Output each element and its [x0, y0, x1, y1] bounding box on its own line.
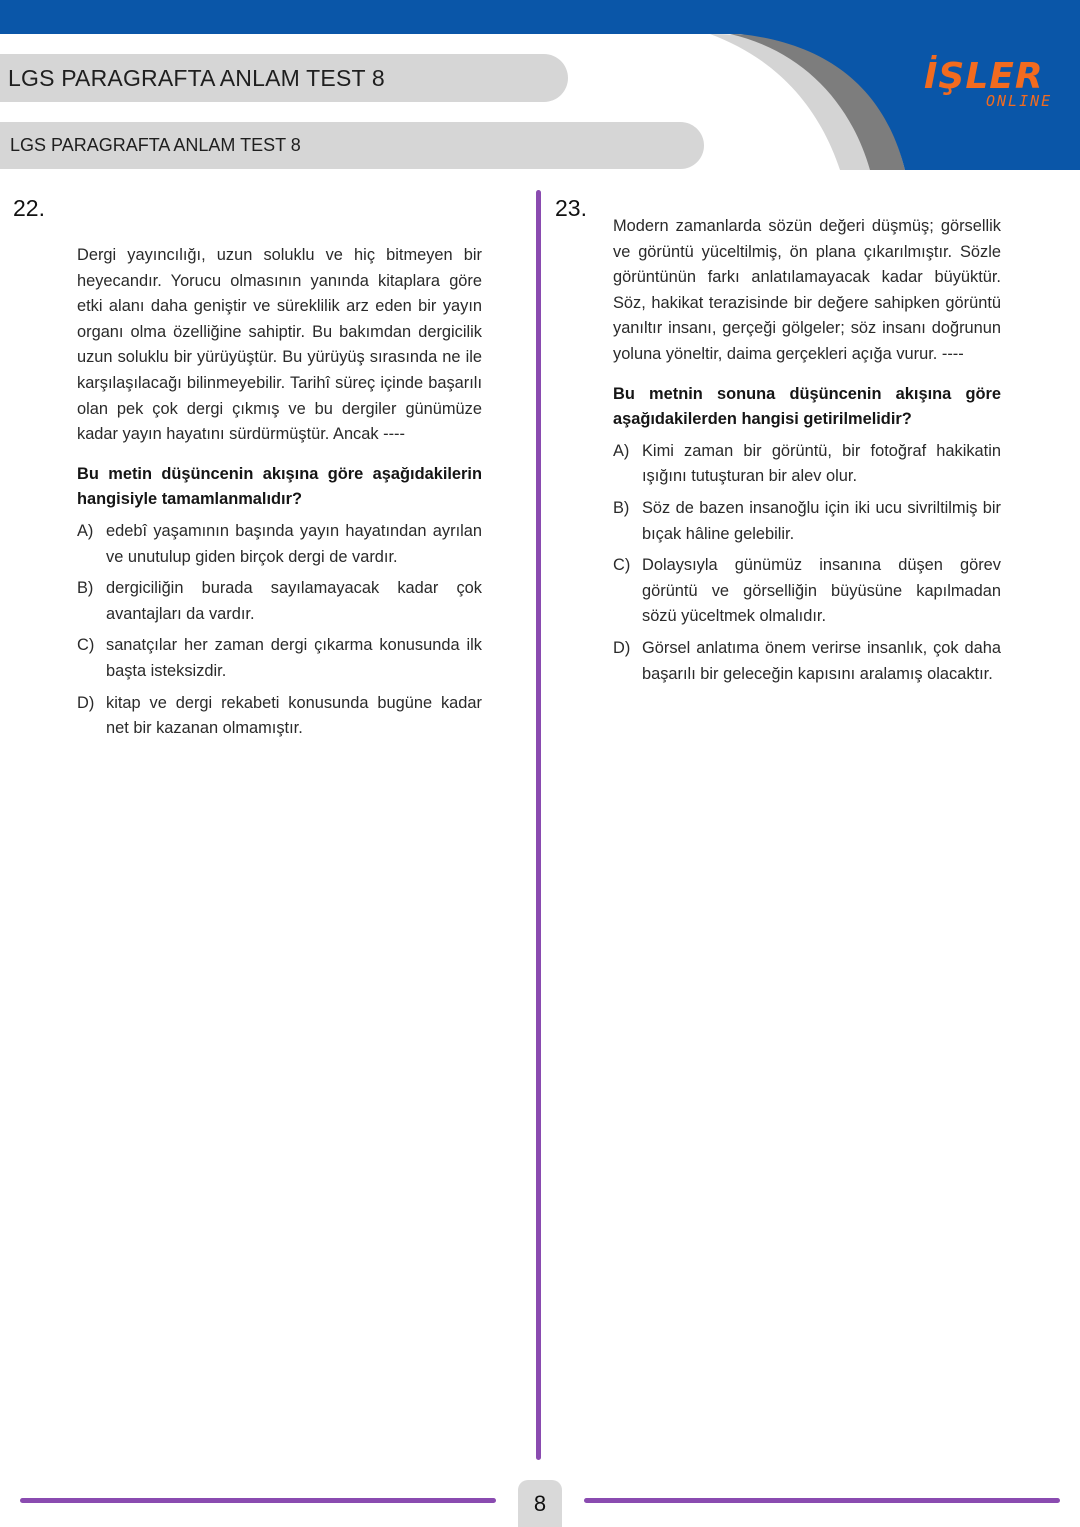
page-number: 8 [518, 1480, 562, 1527]
footer-line-right [584, 1498, 1060, 1503]
brand-logo [922, 56, 1062, 112]
question-23-passage: Modern zamanlarda sözün değeri düşmüş; görsellik ve görüntü yüceltilmiş, ön plana çıkarılmıştır. Sözle görüntünün farkı anlatılamayacak kadar büyüktür. Söz, hakikat terazisinde bir değere sahipken görüntü yanıltır insanı, gerçeği gölgeler; söz insanı doğrunun yoluna yöneltir, daima gerçekleri açığa vurur. ---- [613, 217, 1001, 363]
footer-line-left [20, 1498, 496, 1503]
question-22-option-b[interactable]: B) dergiciliğin burada sayılamayacak kadar çok avantajları da vardır. [77, 579, 482, 623]
question-23-stem: Bu metnin sonuna düşüncenin akışına göre aşağıdakilerden hangisi getirilmelidir? [613, 384, 1001, 429]
page-subtitle: LGS PARAGRAFTA ANLAM TEST 8 [0, 122, 704, 169]
question-22-option-d[interactable]: D) kitap ve dergi rekabeti konusunda bugüne kadar net bir kazanan olmamıştır. [77, 693, 482, 738]
logo-subtext: ONLINE [986, 92, 1053, 110]
question-23-option-c[interactable]: C) Dolaysıyla günümüz insanına düşen görev görüntü ve görselliğin büyüsüne kapılmadan sözü yüceltmek olmalıdır. [613, 556, 1001, 626]
logo-text: İŞLER [924, 56, 1044, 97]
question-22 [77, 243, 482, 742]
question-23-number: 23. [555, 195, 587, 221]
question-22-option-c[interactable]: C) sanatçılar her zaman dergi çıkarma konusunda ilk başta isteksizdir. [77, 636, 482, 680]
question-22-stem: Bu metin düşüncenin akışına göre aşağıdakilerin hangisiyle tamamlanmalıdır? [77, 464, 482, 509]
question-22-passage: Dergi yayıncılığı, uzun soluklu ve hiç bitmeyen bir heyecandır. Yorucu olmasının yanında kitaplara göre etki alanı daha geniştir ve süreklilik arz eden bir yayın organı olma özelliğine sahiptir. Bu bakımdan dergicilik uzun soluklu bir yürüyüştür. Bu yürüyüş sırasında ne ile karşılaşılacağı bilinmeyebilir. Tarihî süreç içinde başarılı olan pek çok dergi çıkmış ve bu dergiler günümüze kadar yayın hayatını sürdürmüştür. Ancak ---- [77, 246, 482, 444]
question-22-number: 22. [13, 195, 45, 221]
question-23-option-b[interactable]: B) Söz de bazen insanoğlu için iki ucu sivriltilmiş bir bıçak hâline gelebilir. [613, 498, 1001, 543]
question-23 [613, 214, 1001, 687]
question-22-option-a[interactable]: A) edebî yaşamının başında yayın hayatından ayrılan ve unutulup giden birçok dergi de vardır. [77, 521, 482, 566]
column-divider [536, 190, 541, 1460]
question-23-option-d[interactable]: D) Görsel anlatıma önem verirse insanlık, çok daha başarılı bir geleceğin kapısını aralamış olacaktır. [613, 638, 1001, 683]
page-title: LGS PARAGRAFTA ANLAM TEST 8 [0, 54, 568, 102]
question-23-option-a[interactable]: A) Kimi zaman bir görüntü, bir fotoğraf hakikatin ışığını tutuşturan bir alev olur. [613, 441, 1001, 486]
